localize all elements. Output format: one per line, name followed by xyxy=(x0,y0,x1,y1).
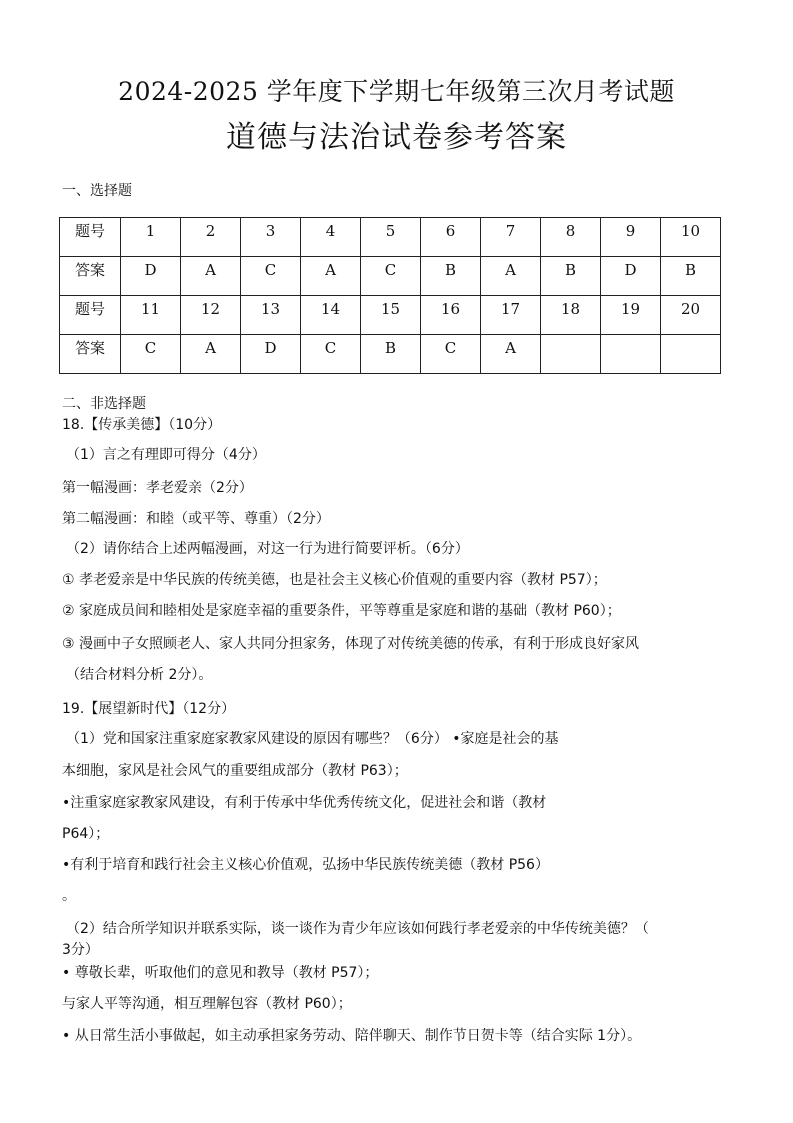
table-cell: 13 xyxy=(241,296,301,335)
table-cell: D xyxy=(241,335,301,374)
question-18-heading: 18.【传承美德】（10分） xyxy=(62,417,222,433)
table-cell: C xyxy=(241,257,301,296)
answer-line: •有利于培育和践行社会主义核心价值观，弘扬中华民族传统美德（教材 P56） xyxy=(62,857,549,873)
row-label-answer: 答案 xyxy=(60,257,121,296)
table-row-questions-2 xyxy=(60,296,721,335)
table-cell: 4 xyxy=(301,218,361,257)
table-cell: B xyxy=(661,257,721,296)
answer-line: 第二幅漫画：和睦（或平等、尊重）（2分） xyxy=(62,511,330,527)
row-label-answer: 答案 xyxy=(60,335,121,374)
page-title-line2: 道德与法治试卷参考答案 xyxy=(226,120,567,155)
table-cell: 7 xyxy=(481,218,541,257)
table-row-answers-2 xyxy=(60,335,721,374)
table-row-answers-1 xyxy=(60,257,721,296)
table-cell: 8 xyxy=(541,218,601,257)
table-cell: A xyxy=(181,335,241,374)
table-cell: 17 xyxy=(481,296,541,335)
answer-line: （2）结合所学知识并联系实际，谈一谈作为青少年应该如何践行孝老爱亲的中华传统美德？（ xyxy=(66,921,649,937)
question-19-heading: 19.【展望新时代】（12分） xyxy=(62,701,236,717)
row-label-question: 题号 xyxy=(60,218,121,257)
table-cell: 11 xyxy=(121,296,181,335)
row-label-question: 题号 xyxy=(60,296,121,335)
table-cell: 15 xyxy=(361,296,421,335)
table-cell: C xyxy=(301,335,361,374)
answer-line: 。 xyxy=(62,888,76,904)
table-cell: D xyxy=(121,257,181,296)
table-cell: 9 xyxy=(601,218,661,257)
table-cell: B xyxy=(541,257,601,296)
table-cell: A xyxy=(481,335,541,374)
answer-line: 3分） xyxy=(62,942,99,958)
answer-line: •注重家庭家教家风建设，有利于传承中华优秀传统文化，促进社会和谐（教材 xyxy=(62,795,547,811)
answer-line: P64）； xyxy=(62,826,110,842)
table-cell: D xyxy=(601,257,661,296)
answer-line: 与家人平等沟通，相互理解包容（教材 P60）； xyxy=(62,996,352,1012)
answer-table xyxy=(59,217,721,374)
table-cell xyxy=(601,335,661,374)
table-cell: B xyxy=(361,335,421,374)
table-cell: A xyxy=(181,257,241,296)
table-cell xyxy=(541,335,601,374)
table-cell: 2 xyxy=(181,218,241,257)
table-cell: 1 xyxy=(121,218,181,257)
answer-line: 本细胞，家风是社会风气的重要组成部分（教材 P63）； xyxy=(62,763,408,779)
section-heading-choice: 一、选择题 xyxy=(62,183,132,199)
answer-line: • 从日常生活小事做起，如主动承担家务劳动、陪伴聊天、制作节日贺卡等（结合实际 1分）。 xyxy=(62,1028,642,1044)
table-cell: C xyxy=(421,335,481,374)
table-cell: 5 xyxy=(361,218,421,257)
table-cell: 10 xyxy=(661,218,721,257)
table-cell: 12 xyxy=(181,296,241,335)
answer-line: （2）请你结合上述两幅漫画，对这一行为进行简要评析。（6分） xyxy=(66,541,469,557)
table-cell: 6 xyxy=(421,218,481,257)
answer-line: ② 家庭成员间和睦相处是家庭幸福的重要条件，平等尊重是家庭和谐的基础（教材 P60）； xyxy=(62,603,621,619)
table-cell: A xyxy=(481,257,541,296)
answer-line: （1）党和国家注重家庭家教家风建设的原因有哪些？（6分） •家庭是社会的基 xyxy=(66,731,559,747)
table-cell: 19 xyxy=(601,296,661,335)
table-cell: 18 xyxy=(541,296,601,335)
answer-line: ③ 漫画中子女照顾老人、家人共同分担家务，体现了对传统美德的传承，有利于形成良好家风 xyxy=(62,636,639,652)
answer-line: ① 孝老爱亲是中华民族的传统美德，也是社会主义核心价值观的重要内容（教材 P57）； xyxy=(62,572,607,588)
page-title-line1: 2024-2025 学年度下学期七年级第三次月考试题 xyxy=(118,77,675,106)
table-cell: C xyxy=(361,257,421,296)
table-cell: 3 xyxy=(241,218,301,257)
table-cell xyxy=(661,335,721,374)
table-cell: 14 xyxy=(301,296,361,335)
answer-line: • 尊敬长辈，听取他们的意见和教导（教材 P57）； xyxy=(62,965,379,981)
table-cell: 16 xyxy=(421,296,481,335)
table-cell: C xyxy=(121,335,181,374)
answer-line: （1）言之有理即可得分（4分） xyxy=(66,447,266,463)
section-heading-nonchoice: 二、非选择题 xyxy=(62,396,146,412)
answer-line: （结合材料分析 2分）。 xyxy=(66,667,213,683)
table-row-questions-1 xyxy=(60,218,721,257)
answer-line: 第一幅漫画：孝老爱亲（2分） xyxy=(62,480,253,496)
table-cell: A xyxy=(301,257,361,296)
table-cell: B xyxy=(421,257,481,296)
table-cell: 20 xyxy=(661,296,721,335)
